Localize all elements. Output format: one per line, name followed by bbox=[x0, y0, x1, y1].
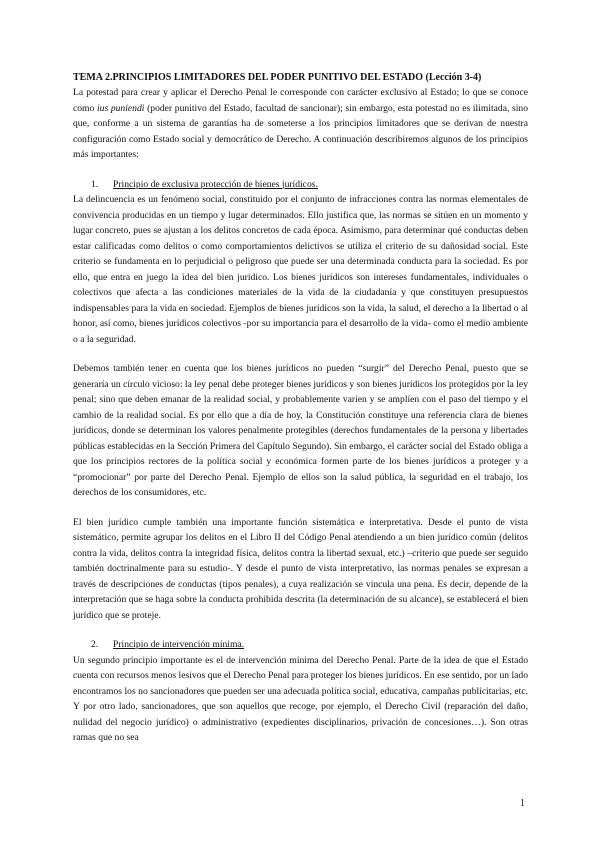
section-2-heading bbox=[91, 637, 528, 653]
intro-italic-term: ius puniendi bbox=[96, 102, 145, 114]
section-2-title: Principio de intervención mínima. bbox=[113, 639, 245, 650]
section-1-paragraph-1: La delincuencia es un fenómeno social, constituido por el conjunto de infracciones contra las normas elementales de convivencia producidas en un tiempo y lugar determinados. Ello justifica que, las normas se sitúen en un momento y lugar concreto, pues se ajustan a los delitos concretos de cada época. Asimismo, para determinar qué conductas deben estar calificadas como delitos o como comportamientos delictivos se utiliza el criterio de su dañosidad social. Este criterio se fundamenta en lo perjudicial o peligroso que puede ser una determinada conducta para la sociedad. Es por ello, que entra en juego la idea del bien jurídico. Los bienes jurídicos son intereses fundamentales, individuales o colectivos que afecta a las condiciones materiales de la vida de la ciudadanía y que constituyen presupuestos indispensables para la vida en sociedad. Ejemplos de bienes jurídicos son la vida, la salud, el derecho a la libertad o al honor, así como, bienes jurídicos colectivos -por su importancia para el desarrollo de la vida- como el medio ambiente o a la seguridad. bbox=[73, 194, 528, 345]
page-number: 1 bbox=[520, 798, 525, 809]
section-2-paragraph-1: Un segundo principio importante es el de intervención mínima del Derecho Penal. Parte de la idea de que el Estado cuenta con recursos menos lesivos que el Derecho Penal para proteger los bienes jurídicos. En ese sentido, por un lado encontramos los no sancionadores que pueden ser una adecuada política social, educativa, campañas publicitarias, etc. Y por otro lado, sancionadores, que son aquellos que recoge, por ejemplo, el Derecho Civil (reparación del daño, nulidad del negocio jurídico) o administrativo (expedientes disciplinarios, privación de concesiones…). Son otras ramas que no sea bbox=[73, 654, 528, 743]
section-1-number: 1. bbox=[91, 178, 99, 190]
intro-paragraph bbox=[73, 85, 528, 163]
section-2-number: 2. bbox=[91, 639, 99, 650]
section-1-paragraph-3: El bien jurídico cumple también una importante función sistemática e interpretativa. Desde el punto de vista sistemático, permite agrupar los delitos en el Libro II del Código Penal atendiendo a un bien jurídico común (delitos contra la vida, delitos contra la integridad física, delitos contra la libertad sexual, etc.) –criterio que puede ser seguido también doctrinalmente para su estudio-. Y desde el punto de vista interpretativo, las normas penales se expresan a través de descripciones de conductas (tipos penales), a cuya realización se vincula una pena. Es decir, depende de la interpretación que se haga sobre la conducta prohibida descrita (la determinación de su alcance), se establecerá el bien jurídico que se proteje. bbox=[73, 516, 528, 621]
section-1-paragraph-2: Debemos también tener en cuenta que los bienes jurídicos no pueden “surgir” del Derecho Penal, puesto que se generaría un círculo vicioso: la ley penal debe proteger bienes jurídicos y son bienes jurídicos los protegidos por la ley penal; sino que deben emanar de la realidad social, y probablemente varíen y se amplíen con el paso del tiempo y el cambio de la realidad social. Es por ello que a día de hoy, la Constitución constituye una referencia clara de bienes jurídicos, donde se determinan los valores penalmente protegibles (derechos fundamentales de la persona y libertades públicas establecidas en la Sección Primera del Capítulo Segundo). Sin embargo, el carácter social del Estado obliga a que los principios rectores de la política social y económica formen parte de los bienes jurídicos a proteger y a “promocionar” por parte del Derecho Penal. Ejemplo de ellos son la salud pública, la seguridad en el trabajo, los derechos de los consumidores, etc. bbox=[73, 363, 528, 498]
document-page bbox=[73, 70, 528, 746]
document-title: TEMA 2.PRINCIPIOS LIMITADORES DEL PODER PUNITIVO DEL ESTADO (Lección 3-4) bbox=[73, 72, 482, 83]
intro-text-before: La potestad para crear y aplicar el Derecho Penal le corresponde con carácter exclusivo al Estado; lo que se conoce como bbox=[73, 87, 528, 114]
section-1-title: Principio de exclusiva protección de bienes jurídicos. bbox=[113, 178, 318, 190]
section-1-heading bbox=[91, 177, 528, 193]
intro-text-after: (poder punitivo del Estado, facultad de sancionar); sin embargo, esta potestad no es ilimitada, sino que, conforme a un sistema de garantías ha de someterse a los principios limitadores que se derivan de nuestra configuración como Estado social y democrático de Derecho. A continuación describiremos algunos de los principios más importantes: bbox=[73, 102, 529, 160]
